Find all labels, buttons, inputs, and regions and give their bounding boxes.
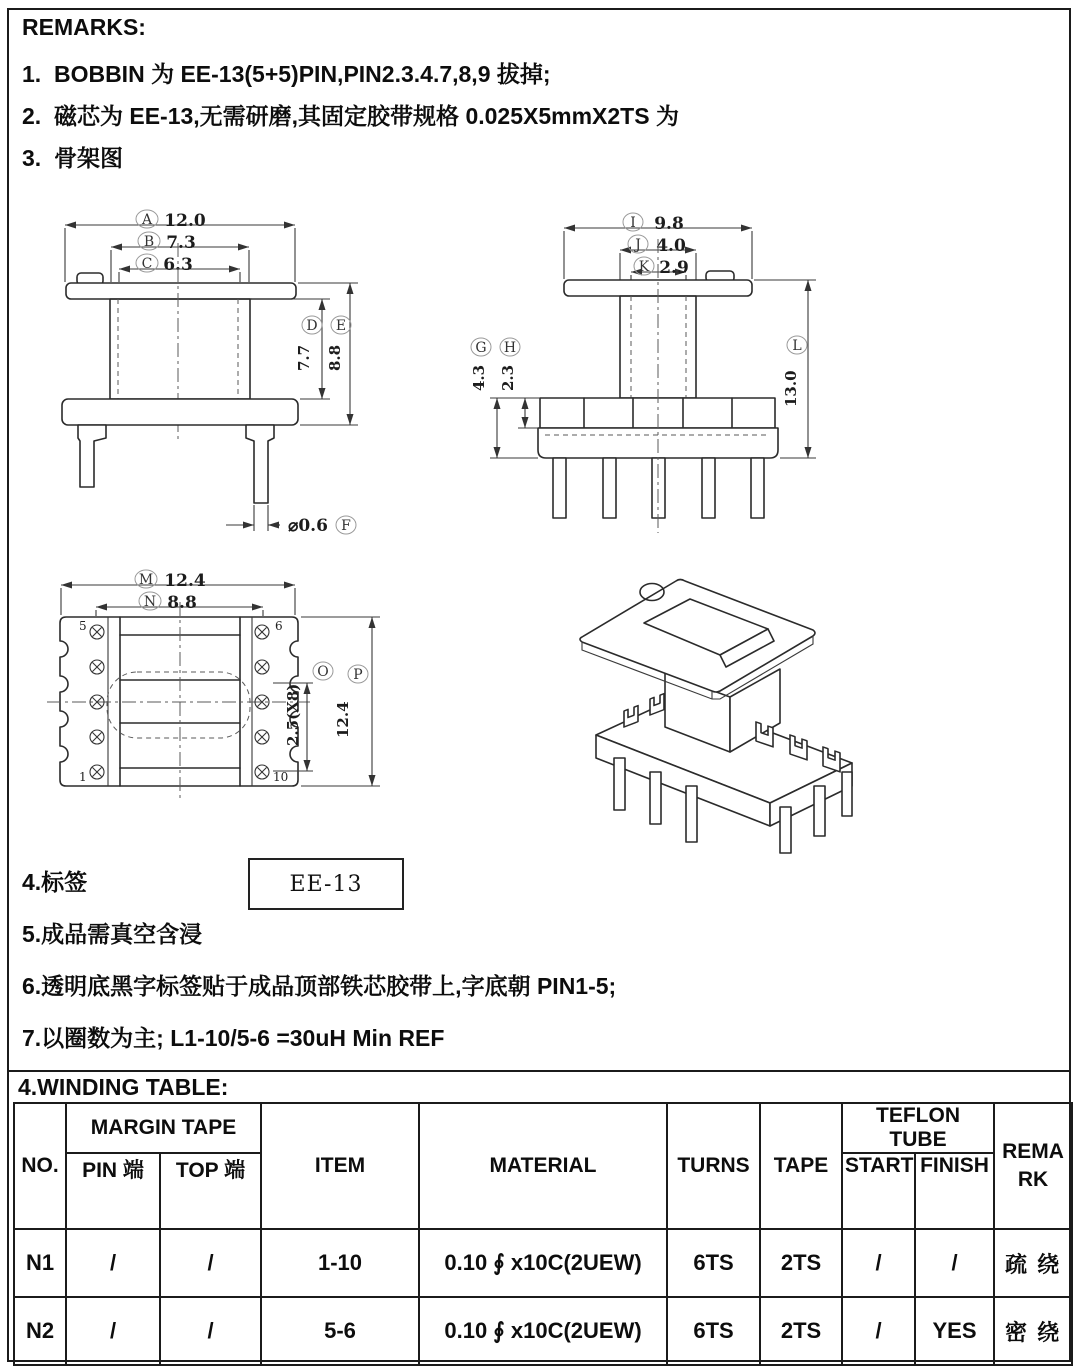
note-line-6: 6.透明底黑字标签贴于成品顶部铁芯胶带上,字底朝 PIN1-5;	[22, 973, 617, 999]
dim-value: 12.0	[164, 211, 206, 231]
dim-letter: K	[638, 259, 650, 275]
front-dim-F	[226, 505, 356, 536]
dim-letter: O	[317, 664, 329, 680]
isometric-view-drawing	[530, 545, 880, 825]
front-view-drawing	[50, 195, 420, 545]
dim-letter: L	[792, 338, 802, 354]
pin-number-5: 5	[79, 619, 87, 633]
front-dim-D	[252, 299, 330, 399]
remark-line-2: 2. 磁芯为 EE-13,无需研磨,其固定胶带规格 0.025X5mmX2TS 为	[22, 103, 679, 129]
pin-number-6: 6	[275, 619, 283, 633]
col-header-pin-side: PIN 端	[66, 1153, 160, 1229]
note-line-7: 7.以圈数为主; L1-10/5-6 =30uH Min REF	[22, 1025, 445, 1051]
dim-value: 7.7	[295, 344, 313, 371]
dim-letter: N	[143, 594, 157, 610]
cell-margin-top: /	[160, 1297, 261, 1365]
ee13-label-text: EE-13	[289, 871, 363, 897]
dim-letter: A	[141, 212, 153, 228]
dim-value: 12.4	[334, 701, 352, 738]
note-line-4: 4.标签	[22, 869, 88, 895]
cell-tape: 2TS	[760, 1229, 842, 1297]
dim-letter: B	[143, 234, 155, 250]
cell-item: 5-6	[261, 1297, 419, 1365]
pin-number-10: 10	[273, 770, 289, 784]
table-row-n2	[14, 1297, 1072, 1365]
iso-bobbin	[580, 580, 852, 854]
cell-no: N2	[14, 1297, 66, 1365]
dim-letter: M	[138, 572, 154, 588]
dim-letter: E	[335, 318, 347, 334]
winding-table	[13, 1102, 1073, 1366]
dim-letter: D	[306, 318, 318, 334]
cell-material: 0.10 ∮ x10C(2UEW)	[419, 1229, 667, 1297]
cell-material: 0.10 ∮ x10C(2UEW)	[419, 1297, 667, 1365]
cell-no: N1	[14, 1229, 66, 1297]
dim-value: 7.3	[166, 233, 196, 253]
cell-teflon-finish: YES	[915, 1297, 994, 1365]
note-line-5: 5.成品需真空含浸	[22, 921, 203, 947]
dim-letter: P	[353, 667, 363, 683]
col-header-tape: TAPE	[760, 1103, 842, 1229]
remark-line-1: 1. BOBBIN 为 EE-13(5+5)PIN,PIN2.3.4.7,8,9 拔掉;	[22, 61, 551, 87]
col-header-finish: FINISH	[915, 1153, 994, 1229]
side-view-drawing	[450, 195, 855, 545]
dim-value: 2.5(X8)	[284, 683, 302, 746]
winding-table-title: 4.WINDING TABLE:	[18, 1074, 229, 1100]
remark-line-3: 3. 骨架图	[22, 145, 123, 171]
cell-turns: 6TS	[667, 1229, 760, 1297]
cell-tape: 2TS	[760, 1297, 842, 1365]
col-header-top-side: TOP 端	[160, 1153, 261, 1229]
side-view-outline	[538, 239, 778, 533]
cell-item: 1-10	[261, 1229, 419, 1297]
cell-remark: 密 绕	[994, 1297, 1072, 1365]
dim-letter: J	[635, 237, 641, 253]
dim-letter: G	[475, 340, 487, 356]
top-view-drawing	[45, 550, 425, 810]
table-row-n1	[14, 1229, 1072, 1297]
cell-teflon-finish: /	[915, 1229, 994, 1297]
top-dim-P	[301, 617, 380, 786]
col-header-material: MATERIAL	[419, 1103, 667, 1229]
dim-letter: C	[141, 256, 153, 272]
cell-margin-pin: /	[66, 1297, 160, 1365]
side-dim-H	[499, 338, 538, 428]
dim-letter: F	[341, 518, 351, 534]
dim-value: 4.0	[656, 236, 686, 256]
dim-value: 2.3	[499, 364, 517, 391]
dim-value: 13.0	[782, 370, 800, 407]
remarks-title: REMARKS:	[22, 14, 146, 40]
section-divider	[7, 1070, 1071, 1072]
col-header-turns: TURNS	[667, 1103, 760, 1229]
cell-teflon-start: /	[842, 1229, 915, 1297]
dim-value: 6.3	[163, 255, 193, 275]
cell-turns: 6TS	[667, 1297, 760, 1365]
cell-margin-top: /	[160, 1229, 261, 1297]
cell-remark: 疏 绕	[994, 1229, 1072, 1297]
col-header-margin-tape: MARGIN TAPE	[66, 1103, 261, 1153]
cell-margin-pin: /	[66, 1229, 160, 1297]
front-dim-C	[119, 254, 240, 282]
col-header-teflon-tube: TEFLON TUBE	[842, 1103, 994, 1153]
dim-value: 12.4	[164, 571, 206, 591]
dim-value: 8.8	[326, 344, 344, 371]
col-header-remark: REMARK	[994, 1103, 1072, 1229]
top-view-outline	[47, 602, 310, 800]
dim-letter: I	[630, 215, 636, 231]
dim-letter: H	[503, 340, 517, 356]
pin-number-1: 1	[79, 770, 87, 784]
dim-value: ⌀0.6	[288, 516, 328, 536]
front-view-outline	[62, 243, 298, 503]
ee13-label-box	[248, 858, 404, 910]
col-header-no: NO.	[14, 1103, 66, 1229]
dim-value: 9.8	[654, 214, 684, 234]
cell-teflon-start: /	[842, 1297, 915, 1365]
dim-value: 2.9	[659, 258, 689, 278]
col-header-item: ITEM	[261, 1103, 419, 1229]
dim-value: 8.8	[167, 593, 197, 613]
col-header-start: START	[842, 1153, 915, 1229]
dim-value: 4.3	[470, 364, 488, 391]
side-dim-G	[470, 338, 540, 458]
